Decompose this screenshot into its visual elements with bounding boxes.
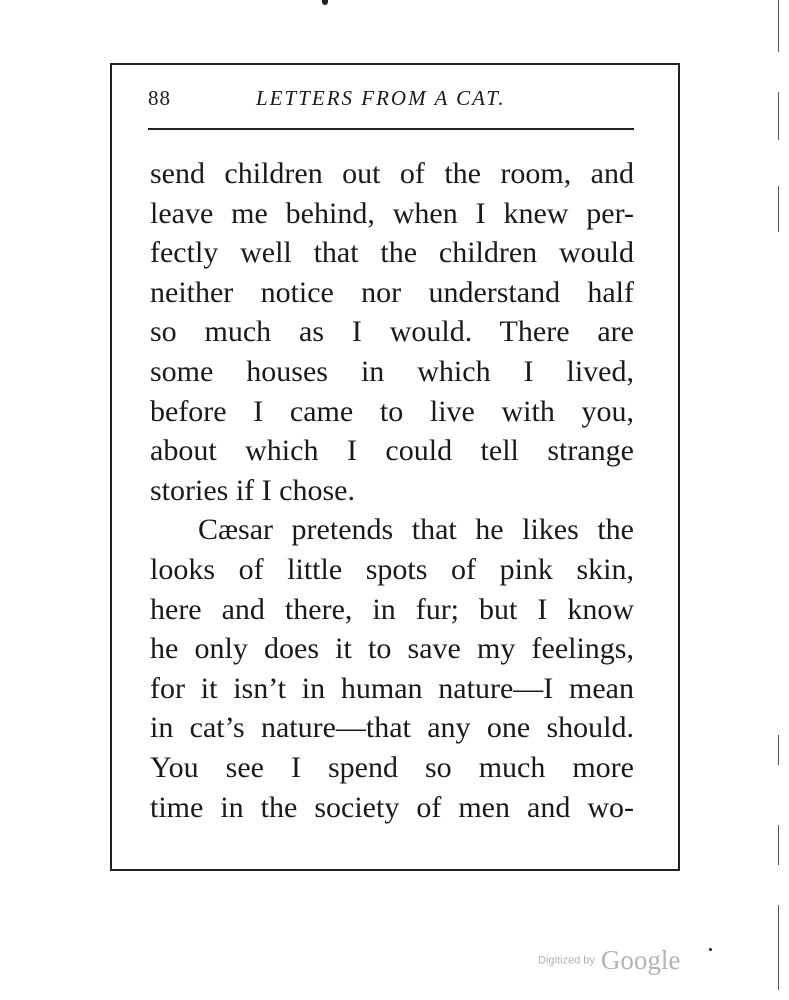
scan-artifact-mark [778, 905, 779, 990]
header-rule [148, 128, 634, 130]
text-line: about which I could tell strange [150, 434, 634, 468]
text-line: send children out of the room, and [150, 157, 634, 190]
scan-artifact-mark [778, 0, 779, 52]
text-line: neither notice nor understand half [150, 275, 634, 309]
text-line: Cæsar pretends that he likes the [198, 513, 634, 547]
text-line: You see I spend so much more [150, 750, 634, 784]
text-line: so much as I would. There are [150, 315, 634, 349]
text-line: he only does it to save my feelings, [150, 632, 634, 666]
text-line: in cat’s nature—that any one should. [150, 711, 634, 745]
digitized-by-google-watermark [538, 945, 680, 976]
text-line: for it isn’t in human nature—I mean [150, 671, 634, 705]
text-line: leave me behind, when I knew per- [150, 196, 634, 230]
text-line: before I came to live with you, [150, 394, 634, 428]
scan-artifact-mark [778, 825, 779, 865]
page-number: 88 [148, 86, 171, 110]
body-text [150, 154, 634, 827]
page-header [148, 86, 634, 116]
scan-artifact-mark [778, 92, 779, 140]
scan-artifact-dot [709, 948, 712, 951]
running-title: LETTERS FROM A CAT. [256, 86, 506, 110]
watermark-prefix: Digitized by [538, 954, 595, 967]
text-line: fectly well that the children would [150, 236, 634, 270]
text-line: stories if I chose. [150, 473, 355, 507]
watermark-brand: Google [600, 945, 681, 975]
scan-artifact-mark [322, 0, 328, 5]
text-line: here and there, in fur; but I know [150, 592, 634, 626]
text-line: looks of little spots of pink skin, [150, 552, 634, 586]
scan-artifact-mark [778, 186, 779, 232]
scan-artifact-mark [778, 735, 779, 765]
text-line: time in the society of men and wo- [150, 790, 634, 824]
text-line: some houses in which I lived, [150, 354, 634, 388]
